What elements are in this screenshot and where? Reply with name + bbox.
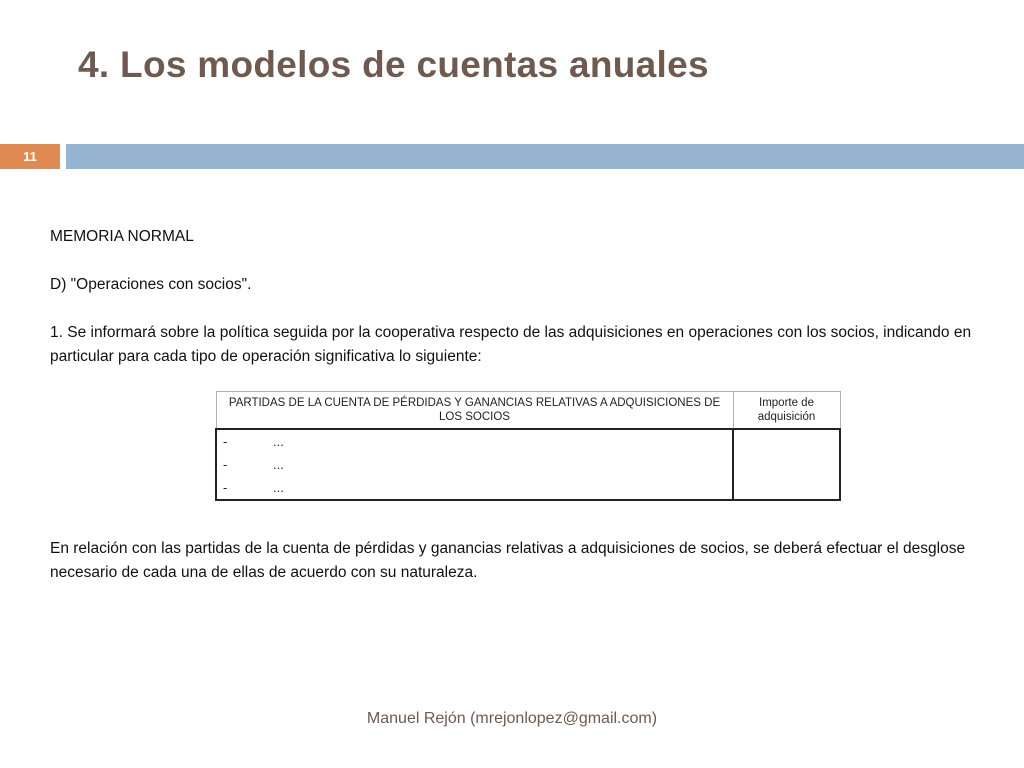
table-items-cell xyxy=(216,429,733,500)
table-row xyxy=(217,476,732,499)
table-importe-cell xyxy=(733,429,840,500)
row-dash: - xyxy=(223,480,228,495)
operations-table xyxy=(215,391,841,501)
slide-title: 4. Los modelos de cuentas anuales xyxy=(78,44,709,85)
footer-author: Manuel Rejón (mrejonlopez@gmail.com) xyxy=(366,710,658,727)
operations-table-container xyxy=(215,391,841,501)
table-row xyxy=(217,453,732,476)
table-header-importe: Importe de adquisición xyxy=(733,392,840,430)
row-text: ... xyxy=(273,480,284,495)
row-text: ... xyxy=(273,434,284,449)
table-header-partidas: PARTIDAS DE LA CUENTA DE PÉRDIDAS Y GANANCIAS RELATIVAS A ADQUISICIONES DE LOS SOCIOS xyxy=(216,392,733,430)
slide-number: 11 xyxy=(0,144,60,169)
section-title: D) "Operaciones con socios". xyxy=(50,276,252,293)
table-row xyxy=(217,430,732,453)
header-bar xyxy=(66,144,1024,169)
row-dash: - xyxy=(223,457,228,472)
paragraph-policy: 1. Se informará sobre la política seguida por la cooperativa respecto de las adquisiciones en operaciones con los socios, indicando en particular para cada tipo de operación significativa lo siguiente: xyxy=(50,324,972,365)
row-text: ... xyxy=(273,457,284,472)
row-dash: - xyxy=(223,434,228,449)
memoria-heading: MEMORIA NORMAL xyxy=(50,228,194,245)
paragraph-desglose: En relación con las partidas de la cuenta de pérdidas y ganancias relativas a adquisiciones de socios, se deberá efectuar el desglose necesario de cada una de ellas de acuerdo con su naturaleza. xyxy=(50,540,966,581)
